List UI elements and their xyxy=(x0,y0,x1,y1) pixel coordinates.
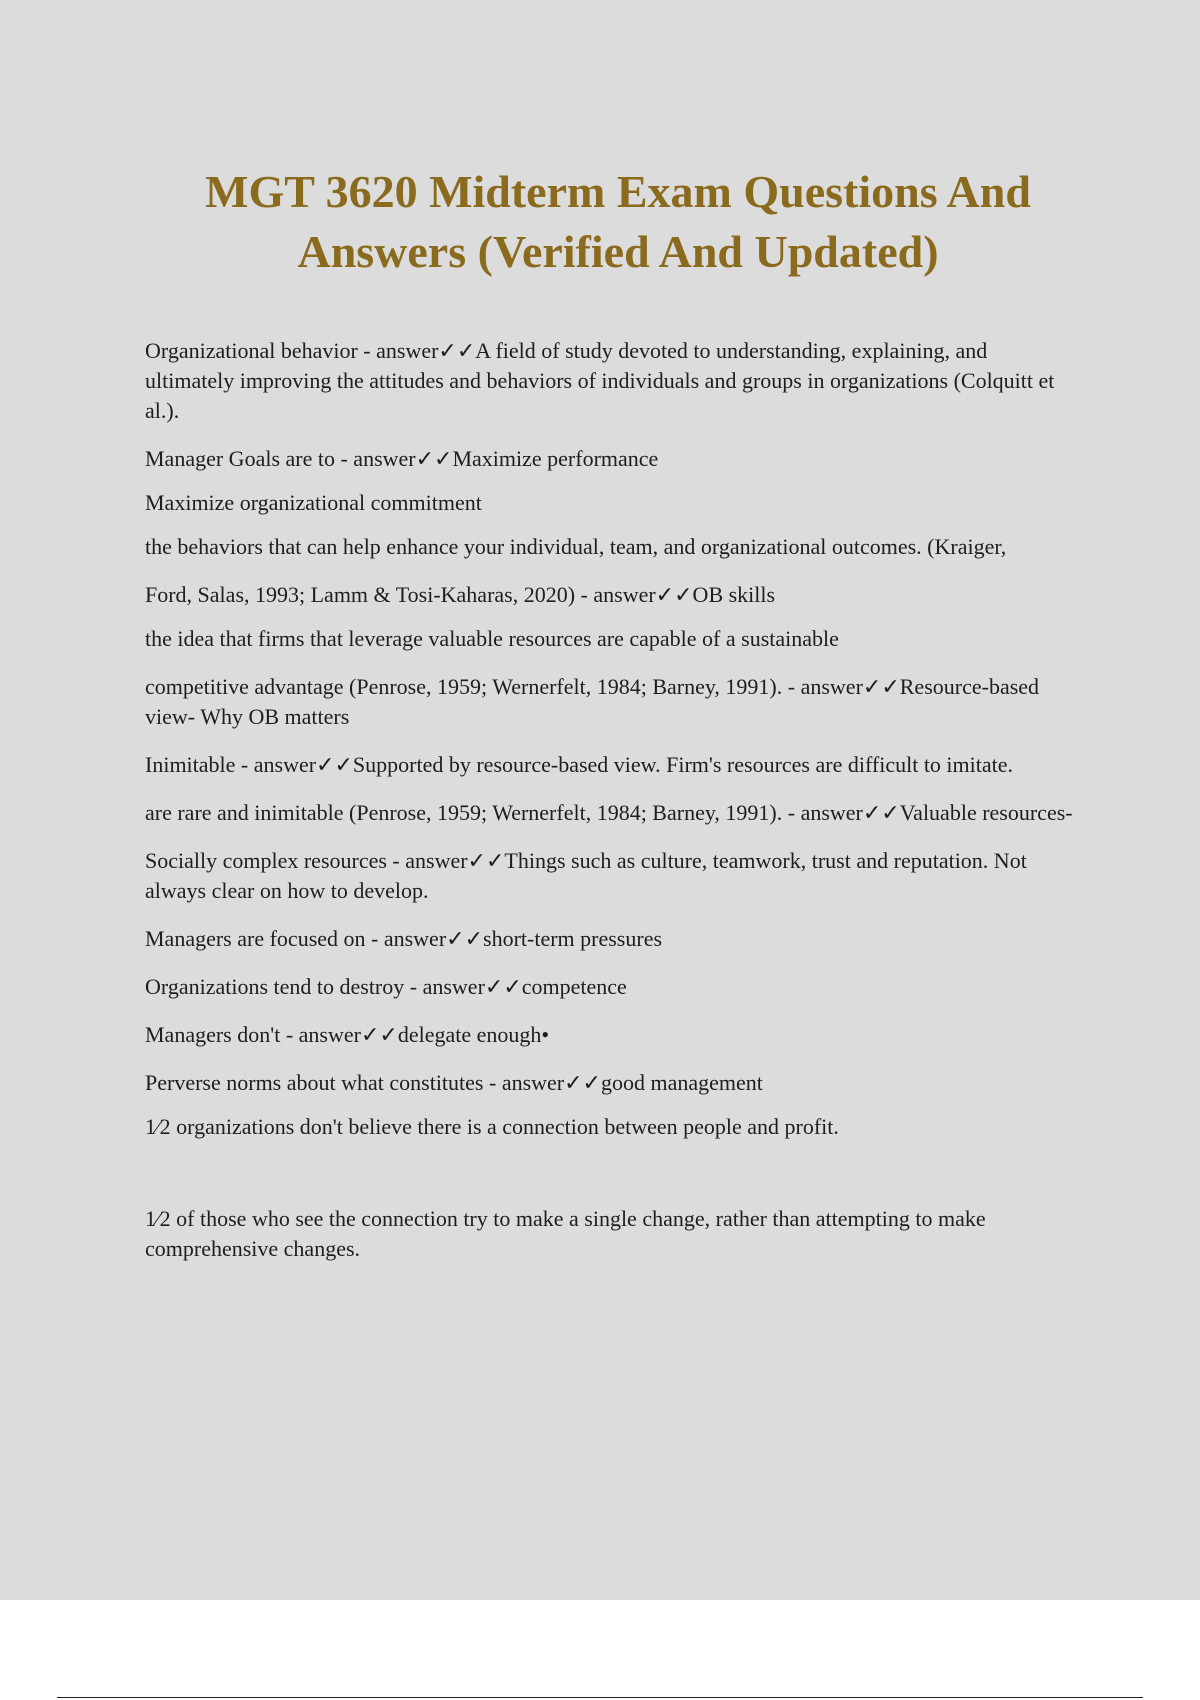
qa-paragraph: Managers are focused on - answer✓✓short-term pressures xyxy=(145,926,663,951)
qa-paragraph: 1⁄2 organizations don't believe there is a connection between people and profit. xyxy=(145,1114,839,1139)
document-body xyxy=(145,336,1080,1282)
qa-paragraph: Socially complex resources - answer✓✓Things such as culture, teamwork, trust and reputation. Not always clear on how to develop. xyxy=(145,848,1033,903)
qa-paragraph: competitive advantage (Penrose, 1959; Wernerfelt, 1984; Barney, 1991). - answer✓✓Resource-based view- Why OB matters xyxy=(145,674,1045,729)
qa-paragraph: Managers don't - answer✓✓delegate enough• xyxy=(145,1022,550,1047)
qa-paragraph: are rare and inimitable (Penrose, 1959; Wernerfelt, 1984; Barney, 1991). - answer✓✓Valuable resources- xyxy=(145,800,1073,825)
page-divider-line xyxy=(57,1697,1143,1698)
qa-paragraph: the behaviors that can help enhance your individual, team, and organizational outcomes. (Kraiger, xyxy=(145,534,1007,559)
qa-paragraph: Maximize organizational commitment xyxy=(145,490,482,515)
qa-paragraph: Organizational behavior - answer✓✓A field of study devoted to understanding, explaining, and ultimately improving the attitudes and behaviors of individuals and groups in organizations (Colquitt et al.). xyxy=(145,338,1060,423)
qa-paragraph: Ford, Salas, 1993; Lamm & Tosi-Kaharas, 2020) - answer✓✓OB skills xyxy=(145,582,776,607)
qa-paragraph: 1⁄2 of those who see the connection try to make a single change, rather than attempting to make comprehensive changes. xyxy=(145,1206,992,1261)
qa-paragraph: Manager Goals are to - answer✓✓Maximize performance xyxy=(145,446,659,471)
qa-paragraph: Organizations tend to destroy - answer✓✓competence xyxy=(145,974,627,999)
qa-paragraph: Inimitable - answer✓✓Supported by resource-based view. Firm's resources are difficult to imitate. xyxy=(145,752,1014,777)
document-title: MGT 3620 Midterm Exam Questions And Answers (Verified And Updated) xyxy=(205,166,1031,277)
qa-paragraph: the idea that firms that leverage valuable resources are capable of a sustainable xyxy=(145,626,839,651)
qa-paragraph: Perverse norms about what constitutes - answer✓✓good management xyxy=(145,1070,763,1095)
